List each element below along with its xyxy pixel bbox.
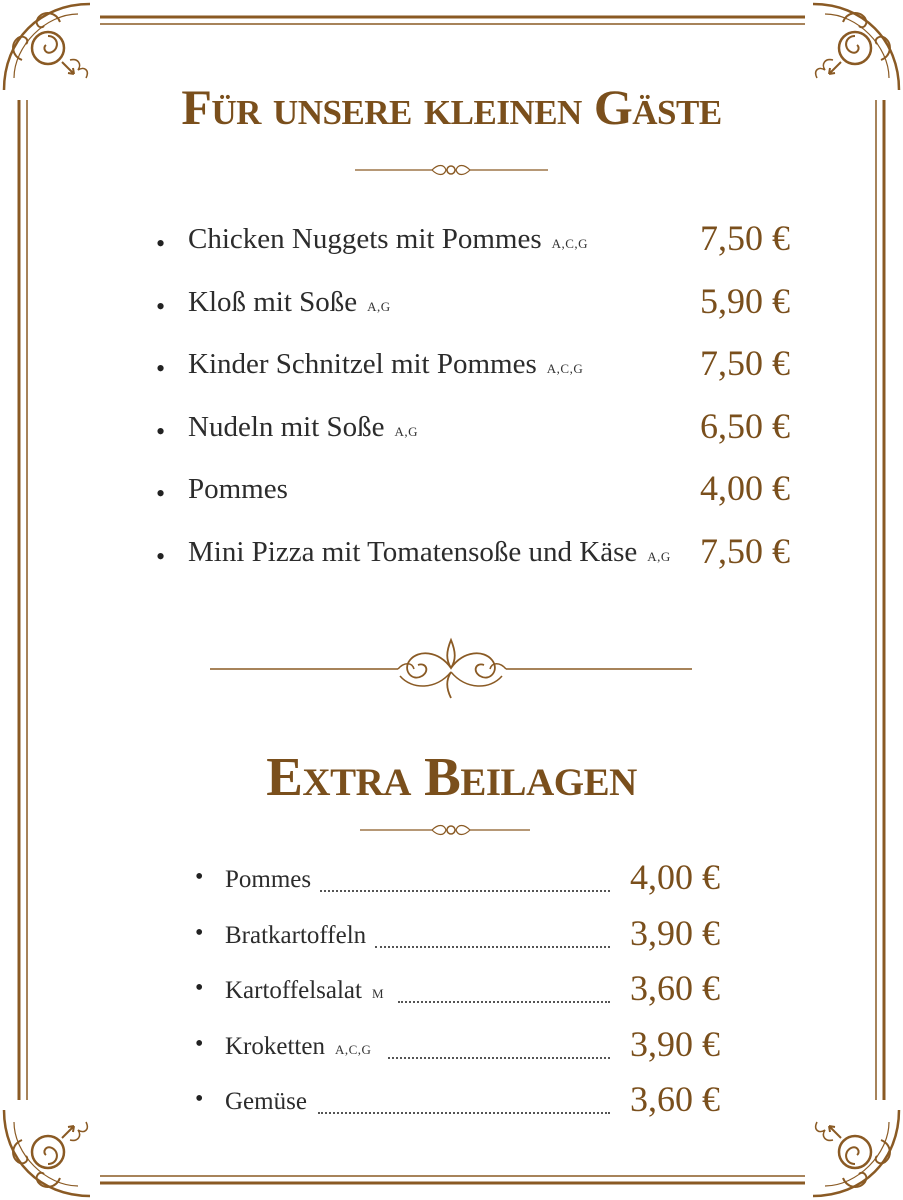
item-price: 4,00 € [630, 857, 720, 897]
list-item [195, 850, 720, 906]
list-item [150, 276, 790, 339]
item-allergens: A,C,G [546, 361, 584, 376]
item-allergens: M [371, 986, 385, 1001]
item-allergens: A,C,G [334, 1041, 372, 1057]
kids-section-title: Für unsere kleinen Gäste [181, 79, 722, 135]
section-divider-ornament [210, 640, 692, 698]
item-allergens: A,G [394, 423, 419, 439]
item-name: Kartoffelsalat [225, 977, 362, 1004]
list-item [150, 338, 790, 401]
item-price: 3,60 € [630, 1079, 720, 1119]
item-price: 3,90 € [630, 1023, 720, 1064]
list-item [195, 1072, 720, 1128]
list-item [195, 906, 720, 962]
dot-leader [318, 1098, 610, 1114]
item-name: Chicken Nuggets mit Pommes [188, 223, 542, 255]
bullet-icon: • [195, 975, 204, 1001]
item-price: 7,50 € [700, 218, 790, 258]
dot-leader [398, 987, 610, 1003]
list-item [150, 463, 790, 526]
item-allergens: A,G [647, 548, 671, 564]
item-allergens: A,C,G [551, 236, 589, 251]
item-allergens: A,G [367, 298, 391, 314]
bullet-icon: • [195, 864, 204, 890]
bullet-icon: • [156, 229, 166, 258]
item-price: 7,50 € [700, 343, 790, 383]
bullet-icon: • [156, 291, 166, 321]
heading-divider-small-2 [360, 826, 530, 835]
item-price: 3,90 € [630, 912, 720, 953]
extras-menu-list [195, 850, 720, 1128]
item-price: 4,00 € [700, 468, 790, 508]
dot-leader [320, 876, 610, 892]
item-name: Bratkartoffeln [225, 921, 367, 949]
bullet-icon: • [156, 479, 166, 508]
corner-ornament-bottom-right [813, 1110, 899, 1196]
item-name: Pommes [225, 866, 312, 893]
item-price: 3,60 € [630, 968, 720, 1008]
list-item [195, 961, 720, 1017]
list-item [195, 1017, 720, 1073]
item-name: Nudeln mit Soße [188, 410, 385, 443]
bullet-icon: • [156, 416, 166, 446]
item-price: 6,50 € [700, 405, 790, 446]
extras-section-title: Extra Beilagen [266, 746, 637, 807]
dot-leader [375, 932, 610, 948]
list-item [150, 213, 790, 276]
heading-divider-small-1 [355, 166, 548, 175]
bullet-icon: • [156, 541, 166, 571]
dot-leader [388, 1043, 610, 1059]
item-name: Kinder Schnitzel mit Pommes [188, 348, 537, 380]
bullet-icon: • [195, 919, 204, 946]
list-item [150, 526, 790, 589]
item-name: Gemüse [225, 1088, 307, 1115]
item-price: 7,50 € [700, 530, 790, 571]
kids-menu-list [150, 213, 790, 588]
item-name: Mini Pizza mit Tomatensoße und Käse [188, 535, 638, 568]
corner-ornament-bottom-left [4, 1110, 90, 1196]
item-name: Kroketten [225, 1032, 325, 1060]
bullet-icon: • [195, 1030, 204, 1057]
bullet-icon: • [195, 1086, 204, 1112]
bullet-icon: • [156, 354, 166, 383]
item-name: Kloß mit Soße [188, 285, 358, 318]
item-name: Pommes [188, 473, 288, 505]
list-item [150, 401, 790, 464]
item-price: 5,90 € [700, 280, 790, 321]
